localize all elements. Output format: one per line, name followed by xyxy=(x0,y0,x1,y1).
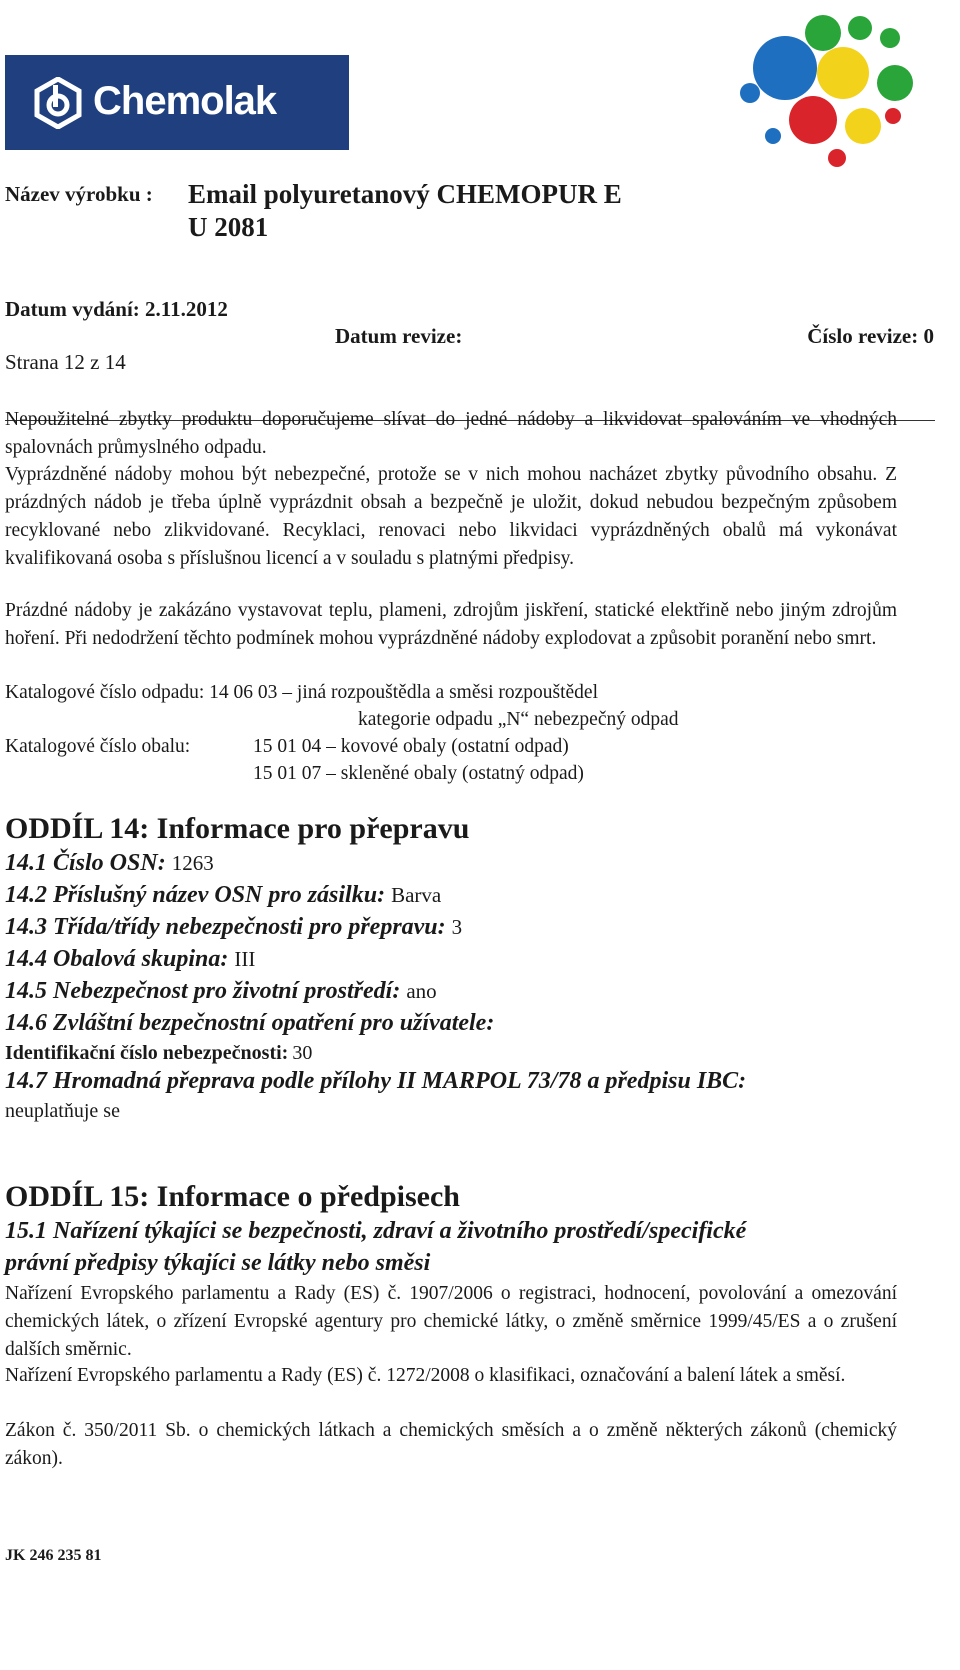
item-14-3 xyxy=(5,914,462,941)
item-value: 3 xyxy=(451,915,463,939)
item-value: ano xyxy=(406,979,437,1003)
footer-code: JK 246 235 81 xyxy=(5,1547,102,1564)
item-label: 14.4 Obalová skupina: xyxy=(5,946,229,972)
hazard-id-value: 30 xyxy=(292,1042,313,1064)
waste-paragraph-3: Prázdné nádoby je zakázáno vystavovat teplu, plameni, zdrojům jiskření, statické elektřině nebo jiným zdrojům hoření. Při nedodržení těchto podmínek mohou vyprázdněné nádoby explodovat a způsobit poranění nebo smrt. xyxy=(5,600,897,649)
item-value: 1263 xyxy=(171,851,214,875)
item-label: 14.6 Zvláštní bezpečnostní opatření pro užívatele: xyxy=(5,1010,495,1036)
item-value: Barva xyxy=(391,883,442,907)
catalog-packaging-1: 15 01 04 – kovové obaly (ostatní odpad) xyxy=(253,736,569,757)
catalog-waste-category: kategorie odpadu „N“ nebezpečný odpad xyxy=(358,709,679,730)
hazard-id-label: Identifikační číslo nebezpečnosti: xyxy=(5,1042,289,1064)
company-logo xyxy=(5,55,349,150)
item-14-7: 14.7 Hromadná přeprava podle přílohy II MARPOL 73/78 a předpisu IBC: xyxy=(5,1068,747,1094)
item-14-2 xyxy=(5,882,441,909)
item-14-1 xyxy=(5,850,214,877)
decorative-dots-icon xyxy=(735,8,935,168)
item-15-1-line1: 15.1 Nařízení týkajíci se bezpečnosti, zdraví a životního prostředí/specifické xyxy=(5,1218,747,1244)
catalog-packaging-2: 15 01 07 – skleněné obaly (ostatný odpad) xyxy=(253,763,584,784)
regulation-paragraph-3: Zákon č. 350/2011 Sb. o chemických látkach a chemických směsích a o změně některých zákonů (chemický zákon). xyxy=(5,1420,897,1469)
item-label: 14.3 Třída/třídy nebezpečnosti pro přepravu: xyxy=(5,914,446,940)
product-label: Název výrobku : xyxy=(5,182,153,206)
regulation-paragraph-2: Nařízení Evropského parlamentu a Rady (ES) č. 1272/2008 o klasifikaci, označování a balení látek a směsí. xyxy=(5,1365,846,1386)
logo-emblem-icon xyxy=(33,77,83,129)
waste-paragraph-1: Nepoužitelné zbytky produktu doporučujeme slívat do jedné nádoby a likvidovat spalováním ve vhodných spalovnách průmyslného odpadu. xyxy=(5,409,897,458)
marpol-value: neuplatňuje se xyxy=(5,1100,120,1122)
regulation-paragraph-1: Nařízení Evropského parlamentu a Rady (ES) č. 1907/2006 o registraci, hodnocení, povolování a omezování chemických látek, o zřízení Evropské agentury pro chemické látky, o změně směrnice 1999/45/ES a o zrušení dalších směrnic. xyxy=(5,1283,897,1360)
item-14-6 xyxy=(5,1010,494,1037)
logo-text: Chemolak xyxy=(93,79,277,123)
item-14-5 xyxy=(5,978,437,1005)
item-15-1-line2: právní předpisy týkajíci se látky nebo směsi xyxy=(5,1250,431,1276)
section-14-title: ODDÍL 14: Informace pro přepravu xyxy=(5,812,470,845)
hazard-id xyxy=(5,1042,312,1065)
waste-paragraph-2: Vyprázdněné nádoby mohou být nebezpečné, protože se v nich mohou nacházet zbytky původního obsahu. Z prázdných nádob je třeba úplně vyprázdnit obsah a bezpečně je uložit, dokud nebudou bezpečným způsobem recyklované nebo zlikvidované. Recyklaci, renovaci nebo likvidaci vyprázdněných obalů má vykonávat kvalifikovaná osoba s příslušnou licencí a v souladu s platnými předpisy. xyxy=(5,464,897,569)
item-value: III xyxy=(234,947,256,971)
item-label: 14.1 Číslo OSN: xyxy=(5,850,166,876)
revision-number: Číslo revize: 0 xyxy=(807,324,934,348)
item-label: 14.5 Nebezpečnost pro životní prostředí: xyxy=(5,978,401,1004)
issue-date: Datum vydání: 2.11.2012 xyxy=(5,297,228,321)
catalog-packaging-label: Katalogové číslo obalu: xyxy=(5,736,191,757)
item-label: 14.2 Příslušný název OSN pro zásilku: xyxy=(5,882,386,908)
page-number: Strana 12 z 14 xyxy=(5,350,126,374)
revision-date-label: Datum revize: xyxy=(335,324,463,348)
section-15-title: ODDÍL 15: Informace o předpisech xyxy=(5,1180,460,1213)
item-14-4 xyxy=(5,946,255,973)
product-name-line2: U 2081 xyxy=(188,212,269,242)
product-name-line1: Email polyuretanový CHEMOPUR E xyxy=(188,179,622,209)
catalog-waste: Katalogové číslo odpadu: 14 06 03 – jiná rozpouštědla a směsi rozpouštědel xyxy=(5,682,598,703)
